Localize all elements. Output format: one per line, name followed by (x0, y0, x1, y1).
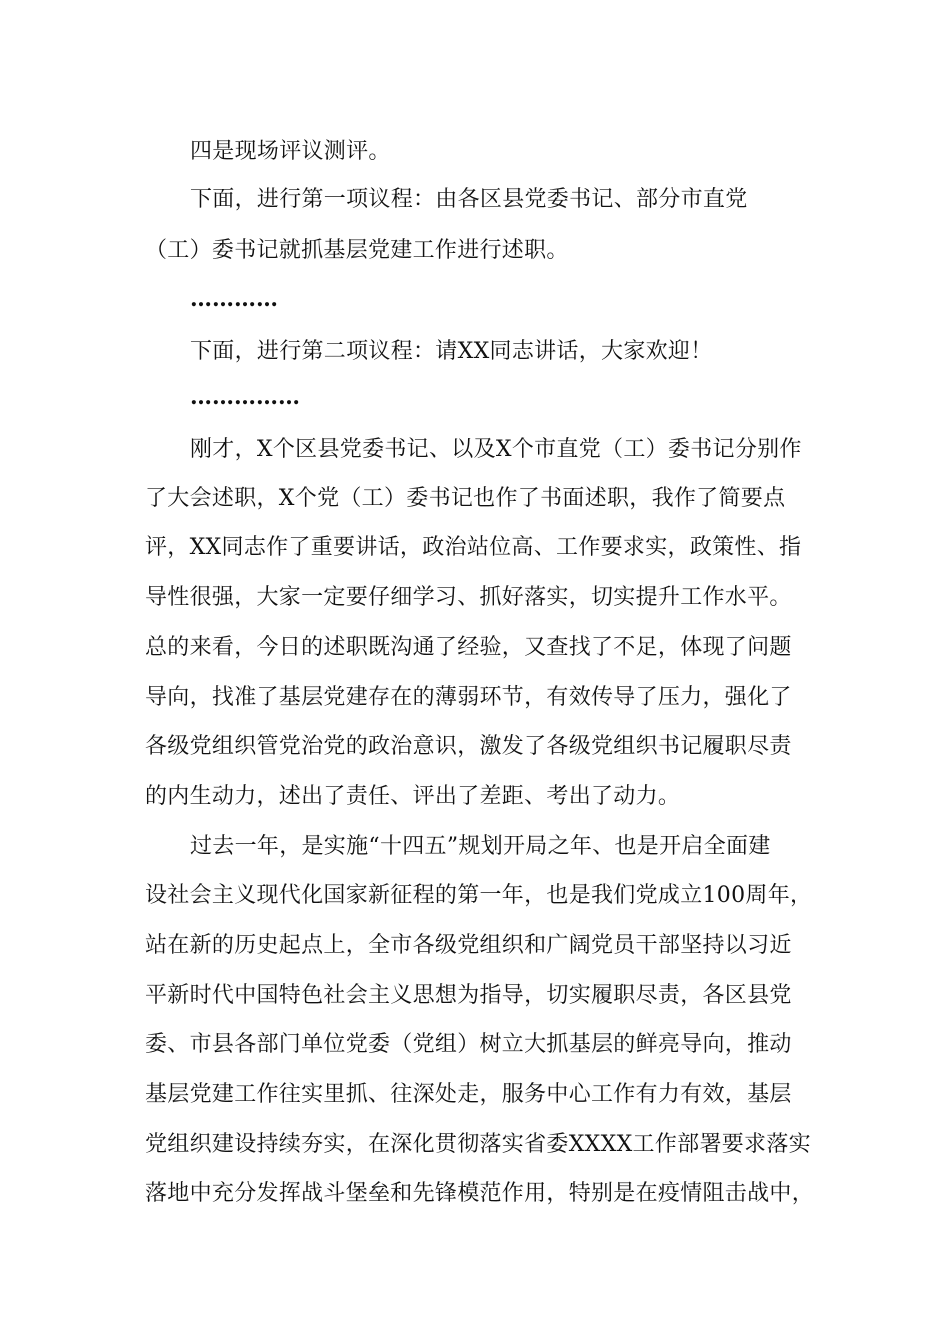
text-line-9: 总的来看，今日的述职既沟通了经验，又查找了不足，体现了问题 (145, 635, 792, 660)
text-line-4: 下面，进行第二项议程：请XX同志讲话，大家欢迎！ (190, 339, 713, 364)
text-line-16: 平新时代中国特色社会主义思想为指导，切实履职尽责，各区县党 (145, 983, 792, 1008)
text-line-6: 了大会述职，X个党（工）委书记也作了书面述职，我作了简要点 (145, 486, 786, 511)
text-line-5: 刚才，X个区县党委书记、以及X个市直党（工）委书记分别作 (190, 437, 802, 462)
text-line-18: 基层党建工作往实里抓、往深处走，服务中心工作有力有效，基层 (145, 1082, 792, 1107)
text-line-1: 四是现场评议测评。 (190, 139, 391, 164)
text-line-11: 各级党组织管党治党的政治意识，激发了各级党组织书记履职尽责 (145, 734, 792, 759)
text-line-7: 评，XX同志作了重要讲话，政治站位高、工作要求实，政策性、指 (145, 535, 802, 560)
text-line-19: 党组织建设持续夯实，在深化贯彻落实省委XXXX工作部署要求落实 (145, 1132, 811, 1157)
text-line-3: （工）委书记就抓基层党建工作进行述职。 (145, 238, 569, 263)
ellipsis-line-2: …………… (190, 384, 300, 410)
text-line-12: 的内生动力，述出了责任、评出了差距、考出了动力。 (145, 784, 681, 809)
text-line-14: 设社会主义现代化国家新征程的第一年，也是我们党成立100周年， (145, 883, 813, 908)
ellipsis-line-1: ………… (190, 286, 278, 312)
text-line-2: 下面，进行第一项议程：由各区县党委书记、部分市直党 (190, 187, 748, 212)
text-line-20: 落地中充分发挥战斗堡垒和先锋模范作用，特别是在疫情阻击战中， (145, 1181, 815, 1206)
text-line-8: 导性很强，大家一定要仔细学习、抓好落实，切实提升工作水平。 (145, 585, 792, 610)
text-line-15: 站在新的历史起点上，全市各级党组织和广阔党员干部坚持以习近 (145, 933, 792, 958)
text-line-10: 导向，找准了基层党建存在的薄弱环节，有效传导了压力，强化了 (145, 685, 792, 710)
text-line-17: 委、市县各部门单位党委（党组）树立大抓基层的鲜亮导向，推动 (145, 1032, 792, 1057)
text-line-13: 过去一年，是实施“十四五”规划开局之年、也是开启全面建 (190, 834, 771, 859)
